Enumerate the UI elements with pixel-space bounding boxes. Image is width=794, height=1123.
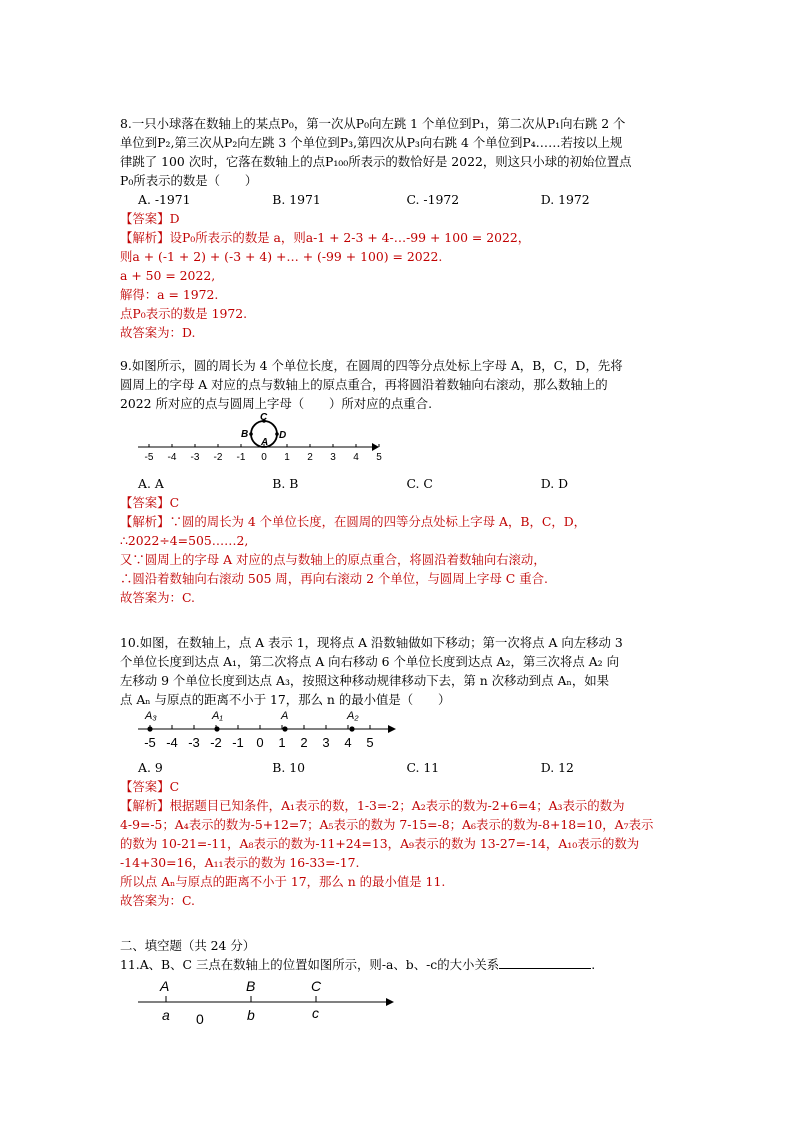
q8-answer-value: D (169, 211, 180, 226)
q8-stem-line-1: 8.一只小球落在数轴上的某点P₀，第一次从P₀向左跳 1 个单位到P₁，第二次从P₁向右跳 2 个 (120, 116, 626, 131)
q10-stem-line-4: 点 Aₙ 与原点的距离不小于 17，那么 n 的最小值是（ ） (120, 692, 451, 707)
q9-analysis-label: 【解析】 (120, 514, 170, 529)
q9-answer-value: C (169, 495, 180, 510)
q10-point-a3 (147, 726, 152, 731)
q10-axis-arrow (388, 725, 396, 733)
q10-tick-label: 5 (366, 735, 374, 750)
q9-option-c: C. C (406, 476, 433, 491)
q11-label-b-upper: B (246, 978, 256, 994)
q10-stem-line-2: 个单位长度到达点 A₁，第二次将点 A 向右移动 6 个单位长度到达点 A₂，第三次将点 A₂ 向 (120, 654, 619, 669)
q9-label-a: A (261, 437, 269, 448)
q10-tick-label: -2 (210, 735, 222, 750)
q8-analysis-3: a + 50 = 2022, (120, 268, 216, 283)
q9-analysis-4: ∴圆沿着数轴向右滚动 505 周，再向右滚动 2 个单位，与圆周上字母 C 重合. (120, 571, 548, 586)
document-page (120, 114, 675, 1035)
q10-point-a (282, 726, 287, 731)
q8-option-c: C. -1972 (406, 192, 460, 207)
q8-answer (120, 209, 675, 228)
q10-tick-label: 1 (278, 735, 286, 750)
q8-option-b: B. 1971 (272, 192, 321, 207)
q9-stem-line-2: 圆周上的字母 A 对应的点与数轴上的原点重合，再将圆沿着数轴向右滚动，那么数轴上的 (120, 377, 608, 392)
q10-analysis-1 (120, 796, 675, 815)
q10-answer-value: C (169, 779, 180, 794)
q11-stem-line (120, 955, 675, 974)
q10-tick-label: -4 (166, 735, 178, 750)
q8-analysis-5: 点P₀表示的数是 1972. (120, 306, 248, 321)
q8-analysis-text-1: 设P₀所表示的数是 a，则a-1 + 2-3 + 4-…-99 + 100 = 2022， (169, 230, 531, 245)
q9-analysis-2: ∴2022÷4=505……2, (120, 533, 249, 548)
q10-point-a2 (349, 726, 354, 731)
q11-label-c-lower: c (312, 1005, 319, 1021)
q8-stem-line-4: P₀所表示的数是（ ） (120, 173, 258, 188)
q11-stem-end: . (591, 957, 596, 972)
q9-analysis-3: 又∵圆周上的字母 A 对应的点与数轴上的原点重合，将圆沿着数轴向右滚动， (120, 552, 546, 567)
q8-options (120, 190, 675, 209)
q10-analysis-4: -14+30=16，A₁₁表示的数为 16-33=-17. (120, 855, 360, 870)
q9-label-b: B (241, 429, 249, 440)
q9-tick-label: 2 (307, 452, 313, 463)
q8-option-a: A. -1971 (138, 192, 191, 207)
q10-label-a1: A₁ (212, 710, 223, 722)
q9-tick-label: 3 (330, 452, 336, 463)
q9-analysis-1 (120, 512, 675, 531)
q9-option-b: B. B (272, 476, 299, 491)
q10-stem-line-3: 左移动 9 个单位长度到达点 A₃，按照这种移动规律移动下去，第 n 次移动到点 Aₙ，如果 (120, 673, 609, 688)
q9-tick-label: -5 (144, 452, 154, 463)
q10-option-c: C. 11 (406, 760, 440, 775)
q10-tick-label: -5 (144, 735, 156, 750)
q8-stem-line-3: 律跳了 100 次时，它落在数轴上的点P₁₀₀所表示的数恰好是 2022，则这只小球的初始位置点 (120, 154, 632, 169)
q10-analysis-3: 的数为 10-21=-11，A₈表示的数为-11+24=13，A₉表示的数为 13-27=-14，A₁₀表示的数为 (120, 836, 640, 851)
q11-axis-arrow (386, 998, 394, 1006)
q8-analysis-6: 故答案为：D. (120, 325, 196, 340)
question-11 (120, 955, 675, 1035)
q10-option-b: B. 10 (272, 760, 305, 775)
q9-options (120, 474, 675, 493)
question-10 (120, 633, 675, 910)
q10-answer (120, 777, 675, 796)
q11-answer-blank[interactable] (499, 956, 591, 969)
q10-label-a: A (281, 710, 289, 722)
q10-tick-label: -3 (188, 735, 200, 750)
q11-label-a-upper: A (160, 978, 170, 994)
q10-tick-label: 3 (322, 735, 330, 750)
q10-answer-label: 【答案】 (120, 779, 170, 794)
q9-option-d: D. D (540, 476, 569, 491)
q9-option-a: A. A (138, 476, 164, 491)
q10-analysis-label: 【解析】 (120, 798, 170, 813)
q8-analysis-2: 则a + (-1 + 2) + (-3 + 4) +… + (-99 + 100) = 2022. (120, 249, 443, 264)
q8-analysis-label: 【解析】 (120, 230, 170, 245)
q11-label-a-lower: a (162, 1007, 170, 1023)
q10-options (120, 758, 675, 777)
q11-number-line-figure (120, 974, 400, 1030)
q10-option-a: A. 9 (138, 760, 163, 775)
q10-stem-line-1: 10.如图，在数轴上，点 A 表示 1，现将点 A 沿数轴做如下移动；第一次将点 A 向左移动 3 (120, 635, 623, 650)
q9-point-b (249, 432, 253, 436)
q10-analysis-2: 4-9=-5；A₄表示的数为-5+12=7；A₅表示的数为 7-15=-8；A₆表示的数为-8+18=10，A₇表示 (120, 817, 654, 832)
q10-label-a3: A₃ (145, 710, 157, 722)
q10-number-line-figure (120, 709, 400, 753)
q10-tick-label: -1 (232, 735, 244, 750)
q10-tick-label: 0 (256, 735, 264, 750)
question-9 (120, 356, 675, 607)
q9-number-line-figure (120, 413, 380, 469)
q9-tick-label: -2 (213, 452, 223, 463)
q10-analysis-text-1: 根据题目已知条件，A₁表示的数，1-3=-2；A₂表示的数为-2+6=4；A₃表示的数为 (169, 798, 625, 813)
q11-label-zero: 0 (196, 1011, 204, 1027)
q9-analysis-text-1: ∵圆的周长为 4 个单位长度，在圆周的四等分点处标上字母 A，B，C，D， (169, 514, 587, 529)
q11-stem-text: 11.A、B、C 三点在数轴上的位置如图所示，则-a、b、-c的大小关系 (120, 957, 500, 972)
q10-tick-label: 2 (300, 735, 308, 750)
q10-option-d: D. 12 (540, 760, 574, 775)
q9-stem-line-1: 9.如图所示，圆的周长为 4 个单位长度，在圆周的四等分点处标上字母 A，B，C，D，先将 (120, 358, 623, 373)
q9-tick-label: -3 (190, 452, 200, 463)
q8-stem-line-2: 单位到P₂,第三次从P₂向左跳 3 个单位到P₃,第四次从P₃向右跳 4 个单位到P₄……若按以上规 (120, 135, 623, 150)
q9-tick-label: -1 (236, 452, 246, 463)
q11-label-c-upper: C (311, 978, 322, 994)
q9-tick-label: 1 (284, 452, 290, 463)
q9-tick-label: 5 (376, 452, 382, 463)
q10-tick-label: 4 (344, 735, 352, 750)
q10-label-a2: A₂ (347, 710, 359, 722)
q10-analysis-6: 故答案为：C. (120, 893, 195, 908)
q8-answer-label: 【答案】 (120, 211, 170, 226)
q9-analysis-5: 故答案为：C. (120, 590, 195, 605)
question-8 (120, 114, 675, 342)
q9-label-d: D (279, 430, 287, 441)
q8-option-d: D. 1972 (540, 192, 590, 207)
q9-stem-line-3: 2022 所对应的点与圆周上字母（ ）所对应的点重合. (120, 396, 433, 411)
q8-analysis-4: 解得：a = 1972. (120, 287, 219, 302)
q11-label-b-lower: b (247, 1007, 255, 1023)
q9-tick-label: -4 (167, 452, 177, 463)
q10-analysis-5: 所以点 Aₙ与原点的距离不小于 17，那么 n 的最小值是 11. (120, 874, 446, 889)
q9-tick-label: 0 (261, 452, 267, 463)
q9-axis-arrow (372, 443, 379, 451)
q8-analysis-1 (120, 228, 675, 247)
q9-answer-label: 【答案】 (120, 495, 170, 510)
section-2-title: 二、填空题（共 24 分） (120, 938, 256, 953)
q9-label-c: C (260, 412, 268, 423)
q9-tick-label: 4 (353, 452, 359, 463)
q9-answer (120, 493, 675, 512)
q10-point-a1 (214, 726, 219, 731)
